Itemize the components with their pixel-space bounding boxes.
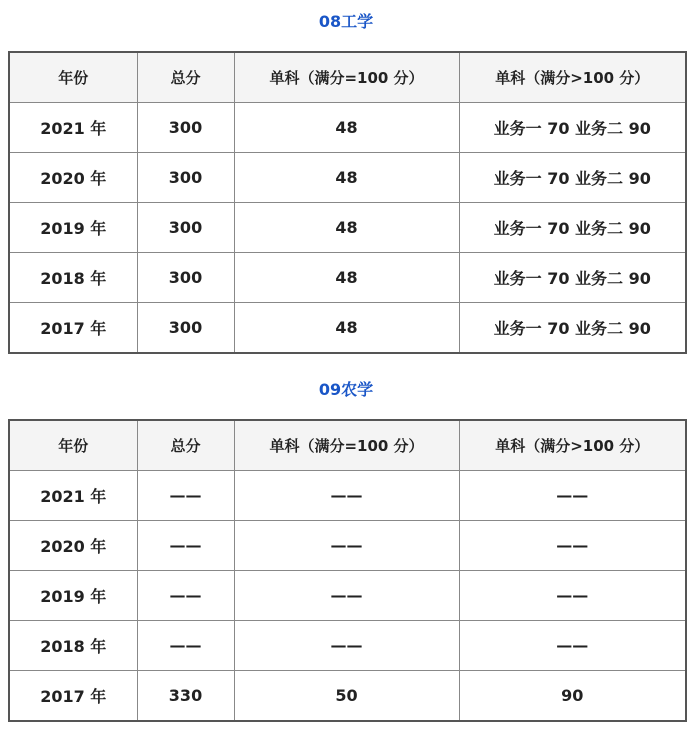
cell-total: 330 xyxy=(137,671,234,722)
cell-single-eq100: 48 xyxy=(234,153,459,203)
table-row xyxy=(9,203,686,253)
cell-total: 300 xyxy=(137,303,234,354)
cell-single-eq100: 48 xyxy=(234,303,459,354)
table-row xyxy=(9,103,686,153)
cell-single-gt100: 业务一 70 业务二 90 xyxy=(459,203,686,253)
cell-single-gt100: 业务一 70 业务二 90 xyxy=(459,253,686,303)
cell-total: 300 xyxy=(137,103,234,153)
table-row xyxy=(9,621,686,671)
cell-year: 2020 年 xyxy=(9,153,137,203)
cell-single-eq100: —— xyxy=(234,571,459,621)
header-single-gt100: 单科（满分>100 分） xyxy=(459,52,686,103)
cell-total: 300 xyxy=(137,153,234,203)
table-row xyxy=(9,471,686,521)
cell-year: 2017 年 xyxy=(9,671,137,722)
table-row xyxy=(9,571,686,621)
cell-single-eq100: 48 xyxy=(234,103,459,153)
header-single-gt100: 单科（满分>100 分） xyxy=(459,420,686,471)
section-title-engineering: 08工学 xyxy=(318,12,374,31)
header-single-eq100: 单科（满分=100 分） xyxy=(234,420,459,471)
cell-single-eq100: 48 xyxy=(234,203,459,253)
header-year: 年份 xyxy=(9,52,137,103)
cell-year: 2019 年 xyxy=(9,203,137,253)
table-row xyxy=(9,303,686,354)
cell-year: 2021 年 xyxy=(9,471,137,521)
cell-single-eq100: —— xyxy=(234,471,459,521)
cell-single-gt100: 业务一 70 业务二 90 xyxy=(459,103,686,153)
cell-year: 2021 年 xyxy=(9,103,137,153)
cell-total: —— xyxy=(137,521,234,571)
cell-total: 300 xyxy=(137,203,234,253)
cell-single-eq100: —— xyxy=(234,621,459,671)
cell-single-gt100: —— xyxy=(459,521,686,571)
cell-total: —— xyxy=(137,571,234,621)
cell-year: 2018 年 xyxy=(9,621,137,671)
score-table-agriculture xyxy=(8,419,687,722)
table-header-row xyxy=(9,52,686,103)
cell-single-gt100: 业务一 70 业务二 90 xyxy=(459,153,686,203)
cell-year: 2018 年 xyxy=(9,253,137,303)
cell-year: 2019 年 xyxy=(9,571,137,621)
cell-total: —— xyxy=(137,621,234,671)
cell-single-gt100: —— xyxy=(459,621,686,671)
table-row xyxy=(9,671,686,722)
cell-year: 2020 年 xyxy=(9,521,137,571)
table-row xyxy=(9,253,686,303)
cell-year: 2017 年 xyxy=(9,303,137,354)
table-row xyxy=(9,153,686,203)
cell-single-gt100: 业务一 70 业务二 90 xyxy=(459,303,686,354)
cell-single-gt100: —— xyxy=(459,471,686,521)
cell-single-eq100: —— xyxy=(234,521,459,571)
table-header-row xyxy=(9,420,686,471)
score-table-engineering xyxy=(8,51,687,354)
cell-single-eq100: 48 xyxy=(234,253,459,303)
cell-total: 300 xyxy=(137,253,234,303)
cell-single-gt100: —— xyxy=(459,571,686,621)
header-total: 总分 xyxy=(137,52,234,103)
header-year: 年份 xyxy=(9,420,137,471)
header-total: 总分 xyxy=(137,420,234,471)
table-row xyxy=(9,521,686,571)
cell-single-eq100: 50 xyxy=(234,671,459,722)
cell-total: —— xyxy=(137,471,234,521)
cell-single-gt100: 90 xyxy=(459,671,686,722)
header-single-eq100: 单科（满分=100 分） xyxy=(234,52,459,103)
section-title-agriculture: 09农学 xyxy=(318,380,374,399)
